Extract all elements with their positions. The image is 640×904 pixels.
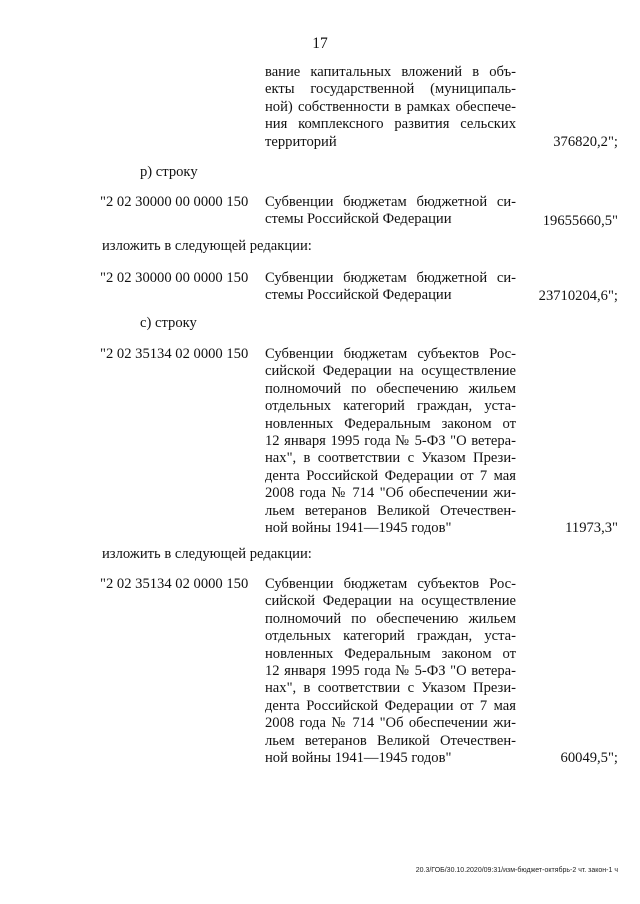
description-line: ния комплексного развития сельских bbox=[265, 116, 516, 133]
description-line: новленных Федеральным законом от bbox=[265, 645, 516, 662]
entry-amount-p-old: 19655660,5" bbox=[542, 213, 618, 229]
entry-description-c-old bbox=[265, 346, 516, 537]
description-line: нах", в соответствии с Указом Прези- bbox=[265, 450, 516, 467]
description-line: Субвенции бюджетам субъектов Рос- bbox=[265, 576, 516, 592]
description-line: отдельных категорий граждан, уста- bbox=[265, 628, 516, 645]
description-line: 12 января 1995 года № 5-ФЗ "О ветера- bbox=[265, 432, 516, 449]
footer-file-reference: 20.3/ГОБ/30.10.2020/09:31/изм-бюджет-октябрь-2 чт. закон-1 ч bbox=[415, 867, 618, 874]
instruction-p: р) строку bbox=[140, 164, 198, 180]
entry-amount-c-old: 11973,3" bbox=[565, 520, 618, 536]
instruction-replace-2: изложить в следующей редакции: bbox=[102, 546, 312, 562]
entry-amount-top: 376820,2"; bbox=[553, 134, 618, 150]
description-line: ной) собственности в рамках обеспече- bbox=[265, 98, 516, 115]
description-line: Субвенции бюджетам субъектов Рос- bbox=[265, 346, 516, 362]
instruction-replace-1: изложить в следующей редакции: bbox=[102, 238, 312, 254]
entry-description-p-new bbox=[265, 270, 516, 305]
description-line: новленных Федеральным законом от bbox=[265, 415, 516, 432]
description-line: полномочий по обеспечению жильем bbox=[265, 610, 516, 627]
description-line: льем ветеранов Великой Отечествен- bbox=[265, 732, 516, 749]
description-line: дента Российской Федерации от 7 мая bbox=[265, 467, 516, 484]
description-line: полномочий по обеспечению жильем bbox=[265, 380, 516, 397]
budget-code-c-old: "2 02 35134 02 0000 150 bbox=[100, 346, 249, 362]
description-line: льем ветеранов Великой Отечествен- bbox=[265, 502, 516, 519]
budget-code-p-new: "2 02 30000 00 0000 150 bbox=[100, 270, 249, 286]
description-line: отдельных категорий граждан, уста- bbox=[265, 398, 516, 415]
description-line: 12 января 1995 года № 5-ФЗ "О ветера- bbox=[265, 662, 516, 679]
instruction-c: с) строку bbox=[140, 315, 197, 331]
description-line: сийской Федерации на осуществление bbox=[265, 593, 516, 610]
description-line: стемы Российской Федерации bbox=[265, 211, 452, 228]
description-line: ной войны 1941—1945 годов" bbox=[265, 519, 452, 536]
budget-code-p-old: "2 02 30000 00 0000 150 bbox=[100, 194, 249, 210]
description-line: территорий bbox=[265, 133, 337, 150]
description-line: вание капитальных вложений в объ- bbox=[265, 64, 516, 80]
description-line: екты государственной (муниципаль- bbox=[265, 81, 516, 98]
page-number: 17 bbox=[312, 35, 328, 52]
budget-code-c-new: "2 02 35134 02 0000 150 bbox=[100, 576, 249, 592]
description-line: Субвенции бюджетам бюджетной си- bbox=[265, 270, 516, 286]
description-line: дента Российской Федерации от 7 мая bbox=[265, 697, 516, 714]
description-line: нах", в соответствии с Указом Прези- bbox=[265, 680, 516, 697]
description-line: Субвенции бюджетам бюджетной си- bbox=[265, 194, 516, 210]
entry-description-top bbox=[265, 64, 516, 151]
description-line: ной войны 1941—1945 годов" bbox=[265, 749, 452, 766]
description-line: сийской Федерации на осуществление bbox=[265, 363, 516, 380]
description-line: 2008 года № 714 "Об обеспечении жи- bbox=[265, 485, 516, 502]
entry-amount-c-new: 60049,5"; bbox=[560, 750, 618, 766]
entry-amount-p-new: 23710204,6"; bbox=[538, 288, 618, 304]
entry-description-c-new bbox=[265, 576, 516, 767]
description-line: стемы Российской Федерации bbox=[265, 287, 452, 304]
entry-description-p-old bbox=[265, 194, 516, 229]
description-line: 2008 года № 714 "Об обеспечении жи- bbox=[265, 715, 516, 732]
